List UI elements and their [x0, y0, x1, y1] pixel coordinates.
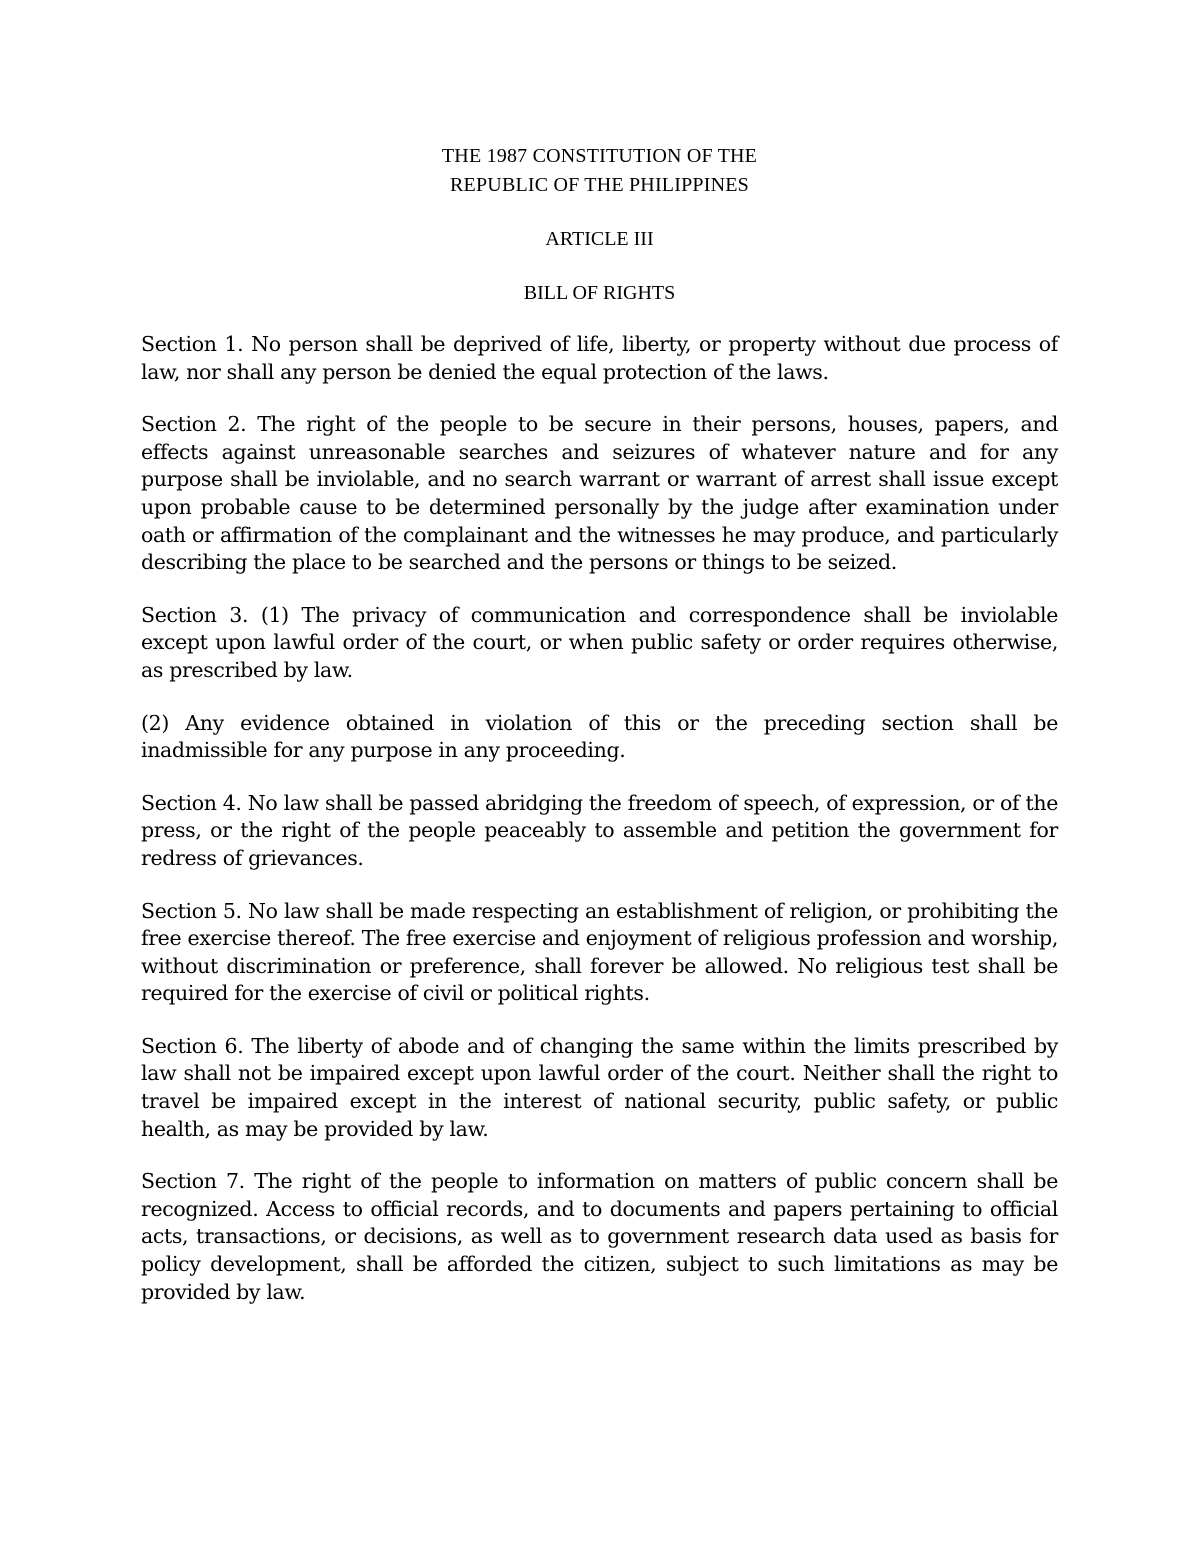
section-3-2-paragraph: (2) Any evidence obtained in violation of this or the preceding section shall be inadmissible for any purpose in any proceeding.	[141, 710, 1058, 763]
article-heading: ARTICLE III	[545, 228, 654, 250]
document-body	[141, 142, 1058, 1306]
section-3-1-paragraph: Section 3. (1) The privacy of communication and correspondence shall be inviolable except upon lawful order of the court, or when public safety or order requires otherwise, as prescribed by law.	[141, 602, 1058, 682]
bill-of-rights-heading: BILL OF RIGHTS	[523, 282, 676, 304]
document-title	[141, 142, 1058, 200]
section-4-paragraph: Section 4. No law shall be passed abridging the freedom of speech, of expression, or of the press, or the right of the people peaceably to assemble and petition the government for redress of grievances.	[141, 790, 1058, 870]
section-5-paragraph: Section 5. No law shall be made respecting an establishment of religion, or prohibiting the free exercise thereof. The free exercise and enjoyment of religious profession and worship, without discrimination or preference, shall forever be allowed. No religious test shall be required for the exercise of civil or political rights.	[141, 898, 1058, 1006]
section-1-paragraph: Section 1. No person shall be deprived of life, liberty, or property without due process of law, nor shall any person be denied the equal protection of the laws.	[141, 332, 1058, 384]
section-6-paragraph: Section 6. The liberty of abode and of changing the same within the limits prescribed by law shall not be impaired except upon lawful order of the court. Neither shall the right to travel be impaired except in the interest of national security, public safety, or public health, as may be provided by law.	[141, 1033, 1058, 1141]
title-line-1: THE 1987 CONSTITUTION OF THE	[441, 145, 758, 167]
section-2-paragraph: Section 2. The right of the people to be secure in their persons, houses, papers, and effects against unreasonable searches and seizures of whatever nature and for any purpose shall be inviolable, and no search warrant or warrant of arrest shall issue except upon probable cause to be determined personally by the judge after examination under oath or affirmation of the complainant and the witnesses he may produce, and particularly describing the place to be searched and the persons or things to be seized.	[141, 412, 1058, 575]
title-line-2: REPUBLIC OF THE PHILIPPINES	[450, 174, 749, 196]
section-7-paragraph: Section 7. The right of the people to information on matters of public concern shall be recognized. Access to official records, and to documents and papers pertaining to official acts, transactions, or decisions, as well as to government research data used as basis for policy development, shall be afforded the citizen, subject to such limitations as may be provided by law.	[141, 1169, 1058, 1304]
